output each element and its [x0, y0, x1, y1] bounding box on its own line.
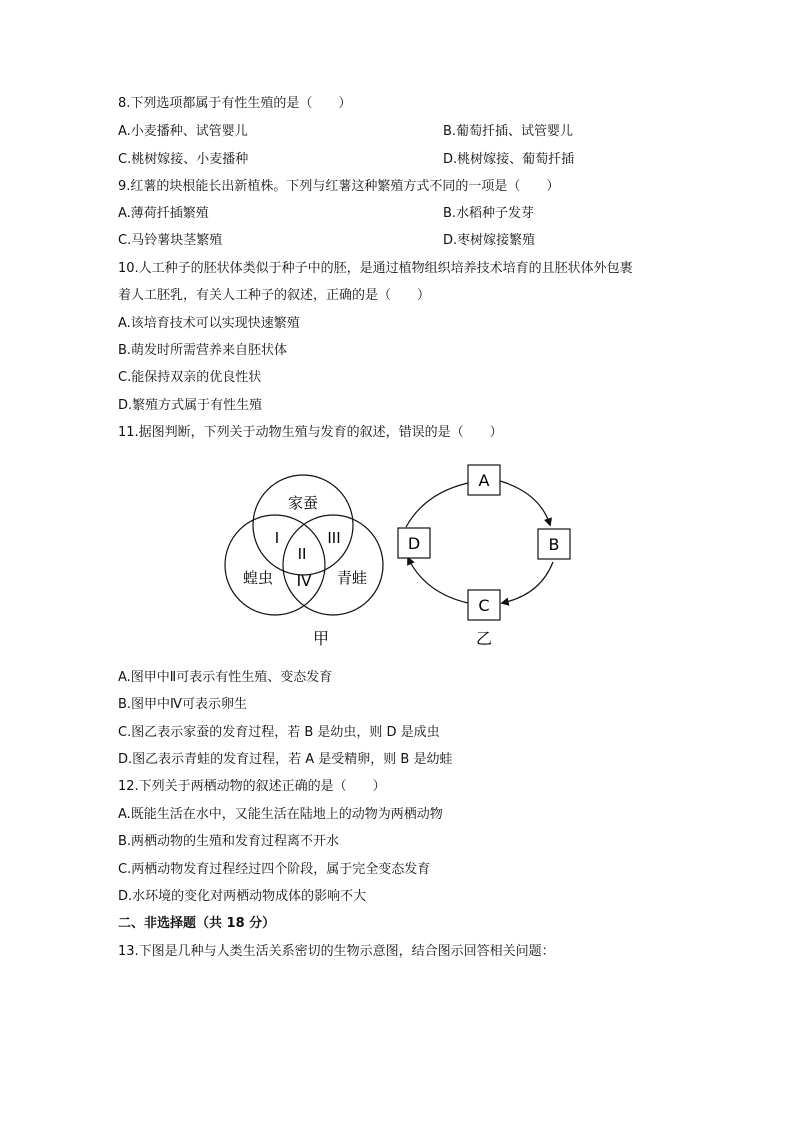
arrow-b-to-c	[502, 562, 553, 603]
q12-option-b: B.两栖动物的生殖和发育过程离不开水	[118, 834, 340, 849]
q11-stem: 11.据图判断，下列关于动物生殖与发育的叙述，错误的是（ ）	[118, 425, 503, 440]
venn-region-2: II	[297, 545, 307, 563]
venn-caption: 甲	[312, 629, 330, 648]
q11-option-b: B.图甲中Ⅳ可表示卵生	[118, 697, 248, 712]
arrow-c-to-d	[408, 558, 468, 603]
venn-region-4: IV	[296, 572, 312, 590]
cycle-label-d: D	[407, 534, 421, 553]
cycle-diagram	[398, 465, 570, 648]
q9-option-d: D.枣树嫁接繁殖	[443, 233, 536, 248]
q8-option-c: C.桃树嫁接、小麦播种	[118, 152, 249, 167]
cycle-caption: 乙	[475, 629, 493, 648]
q11-option-a: A.图甲中Ⅱ可表示有性生殖、变态发育	[118, 670, 333, 685]
q10-stem-line2: 着人工胚乳，有关人工种子的叙述，正确的是（ ）	[118, 288, 431, 303]
venn-diagram	[225, 475, 383, 648]
venn-label-locust: 蝗虫	[242, 569, 274, 587]
q9-option-c: C.马铃薯块茎繁殖	[118, 233, 223, 248]
venn-label-frog: 青蛙	[336, 569, 368, 587]
q10-option-a: A.该培育技术可以实现快速繁殖	[118, 316, 300, 331]
q12-option-a: A.既能生活在水中，又能生活在陆地上的动物为两栖动物	[118, 807, 443, 822]
q8-option-b: B.葡萄扦插、试管婴儿	[443, 124, 574, 139]
q12-option-d: D.水环境的变化对两栖动物成体的影响不大	[118, 889, 367, 904]
q9-option-b: B.水稻种子发芽	[443, 206, 535, 221]
cycle-label-b: B	[548, 535, 560, 554]
q11-option-d: D.图乙表示青蛙的发育过程，若 A 是受精卵，则 B 是幼蛙	[118, 752, 453, 767]
section-heading: 二、非选择题（共 18 分）	[118, 916, 276, 931]
venn-label-silkworm: 家蚕	[287, 494, 319, 512]
q10-option-b: B.萌发时所需营养来自胚状体	[118, 343, 288, 358]
q10-option-d: D.繁殖方式属于有性生殖	[118, 398, 263, 413]
q10-stem-line1: 10.人工种子的胚状体类似于种子中的胚，是通过植物组织培养技术培育的且胚状体外包裹	[118, 261, 633, 276]
q12-stem: 12.下列关于两栖动物的叙述正确的是（ ）	[118, 779, 386, 794]
q13-stem: 13.下图是几种与人类生活关系密切的生物示意图，结合图示回答相关问题：	[118, 944, 555, 959]
q10-option-c: C.能保持双亲的优良性状	[118, 370, 262, 385]
arrow-a-to-b	[500, 481, 550, 525]
q9-stem: 9.红薯的块根能长出新植株。下列与红薯这种繁殖方式不同的一项是（ ）	[118, 179, 560, 194]
q12-option-c: C.两栖动物发育过程经过四个阶段，属于完全变态发育	[118, 862, 431, 877]
cycle-label-a: A	[478, 471, 490, 490]
venn-region-1: I	[274, 529, 280, 547]
q8-option-a: A.小麦播种、试管婴儿	[118, 124, 248, 139]
q9-option-a: A.薄荷扦插繁殖	[118, 206, 209, 221]
q8-stem: 8.下列选项都属于有性生殖的是（ ）	[118, 96, 352, 111]
venn-region-3: III	[327, 529, 341, 547]
q11-option-c: C.图乙表示家蚕的发育过程，若 B 是幼虫，则 D 是成虫	[118, 725, 440, 740]
q8-option-d: D.桃树嫁接、葡萄扦插	[443, 152, 575, 167]
q11-figure	[210, 455, 590, 650]
arrow-d-to-a	[406, 483, 468, 527]
cycle-label-c: C	[478, 596, 490, 615]
